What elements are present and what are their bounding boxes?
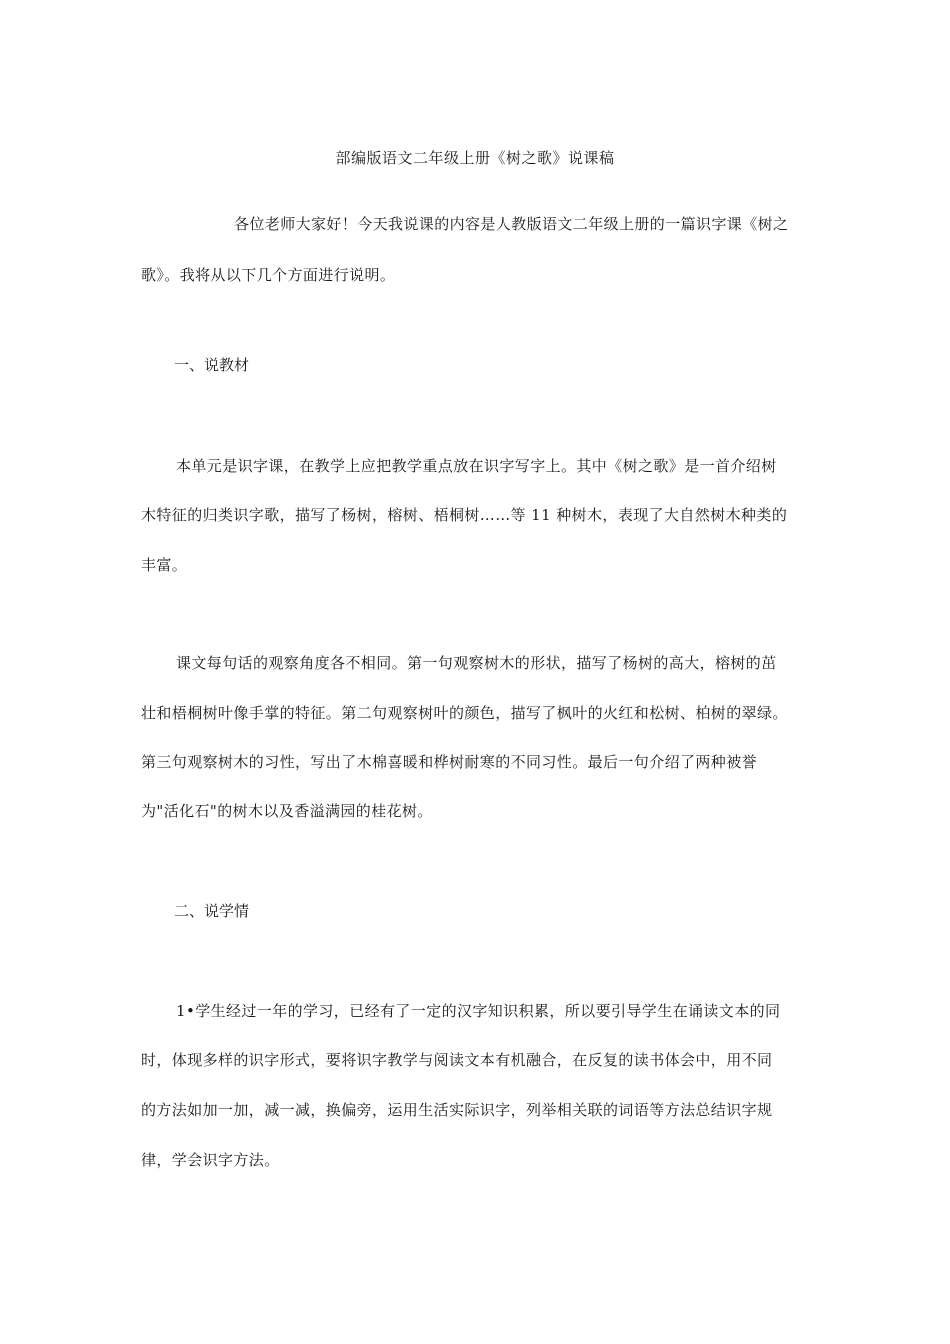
section-heading-textbook: 一、说教材	[174, 356, 250, 374]
intro-line-1: 各位老师大家好！今天我说课的内容是人教版语文二年级上册的一篇识字课《树之	[234, 215, 789, 233]
s1-p2-line-2: 壮和梧桐树叶像手掌的特征。第二句观察树叶的颜色，描写了枫叶的火红和松树、柏树的翠绿。	[141, 704, 788, 722]
document-title: 部编版语文二年级上册《树之歌》说课稿	[335, 149, 615, 167]
section-heading-students: 二、说学情	[174, 902, 250, 920]
s1-p1-line-1: 本单元是识字课，在教学上应把教学重点放在识字写字上。其中《树之歌》是一首介绍树	[176, 457, 777, 475]
s2-p1-line-1: 1•学生经过一年的学习，已经有了一定的汉字知识积累，所以要引导学生在诵读文本的同	[176, 1002, 781, 1020]
s2-p1-line-2: 时，体现多样的识字形式，要将识字教学与阅读文本有机融合，在反复的读书体会中，用不同	[141, 1051, 773, 1069]
s1-p2-line-1: 课文每句话的观察角度各不相同。第一句观察树木的形状，描写了杨树的高大，榕树的茁	[176, 654, 777, 672]
s2-p1-line-4: 律，学会识字方法。	[141, 1151, 280, 1169]
s1-p2-line-4: 为"活化石"的树木以及香溢满园的桂花树。	[141, 802, 433, 820]
intro-line-2: 歌》。我将从以下几个方面进行说明。	[141, 266, 396, 284]
s1-p2-line-3: 第三句观察树木的习性，写出了木棉喜暖和桦树耐寒的不同习性。最后一句介绍了两种被誉	[141, 753, 758, 771]
s1-p1-line-2: 木特征的归类识字歌，描写了杨树，榕树、梧桐树……等 11 种树木，表现了大自然树木种类的	[141, 506, 788, 524]
s2-p1-line-3: 的方法如加一加，减一减，换偏旁，运用生活实际识字，列举相关联的词语等方法总结识字规	[141, 1101, 773, 1119]
s1-p1-line-3: 丰富。	[141, 556, 188, 574]
